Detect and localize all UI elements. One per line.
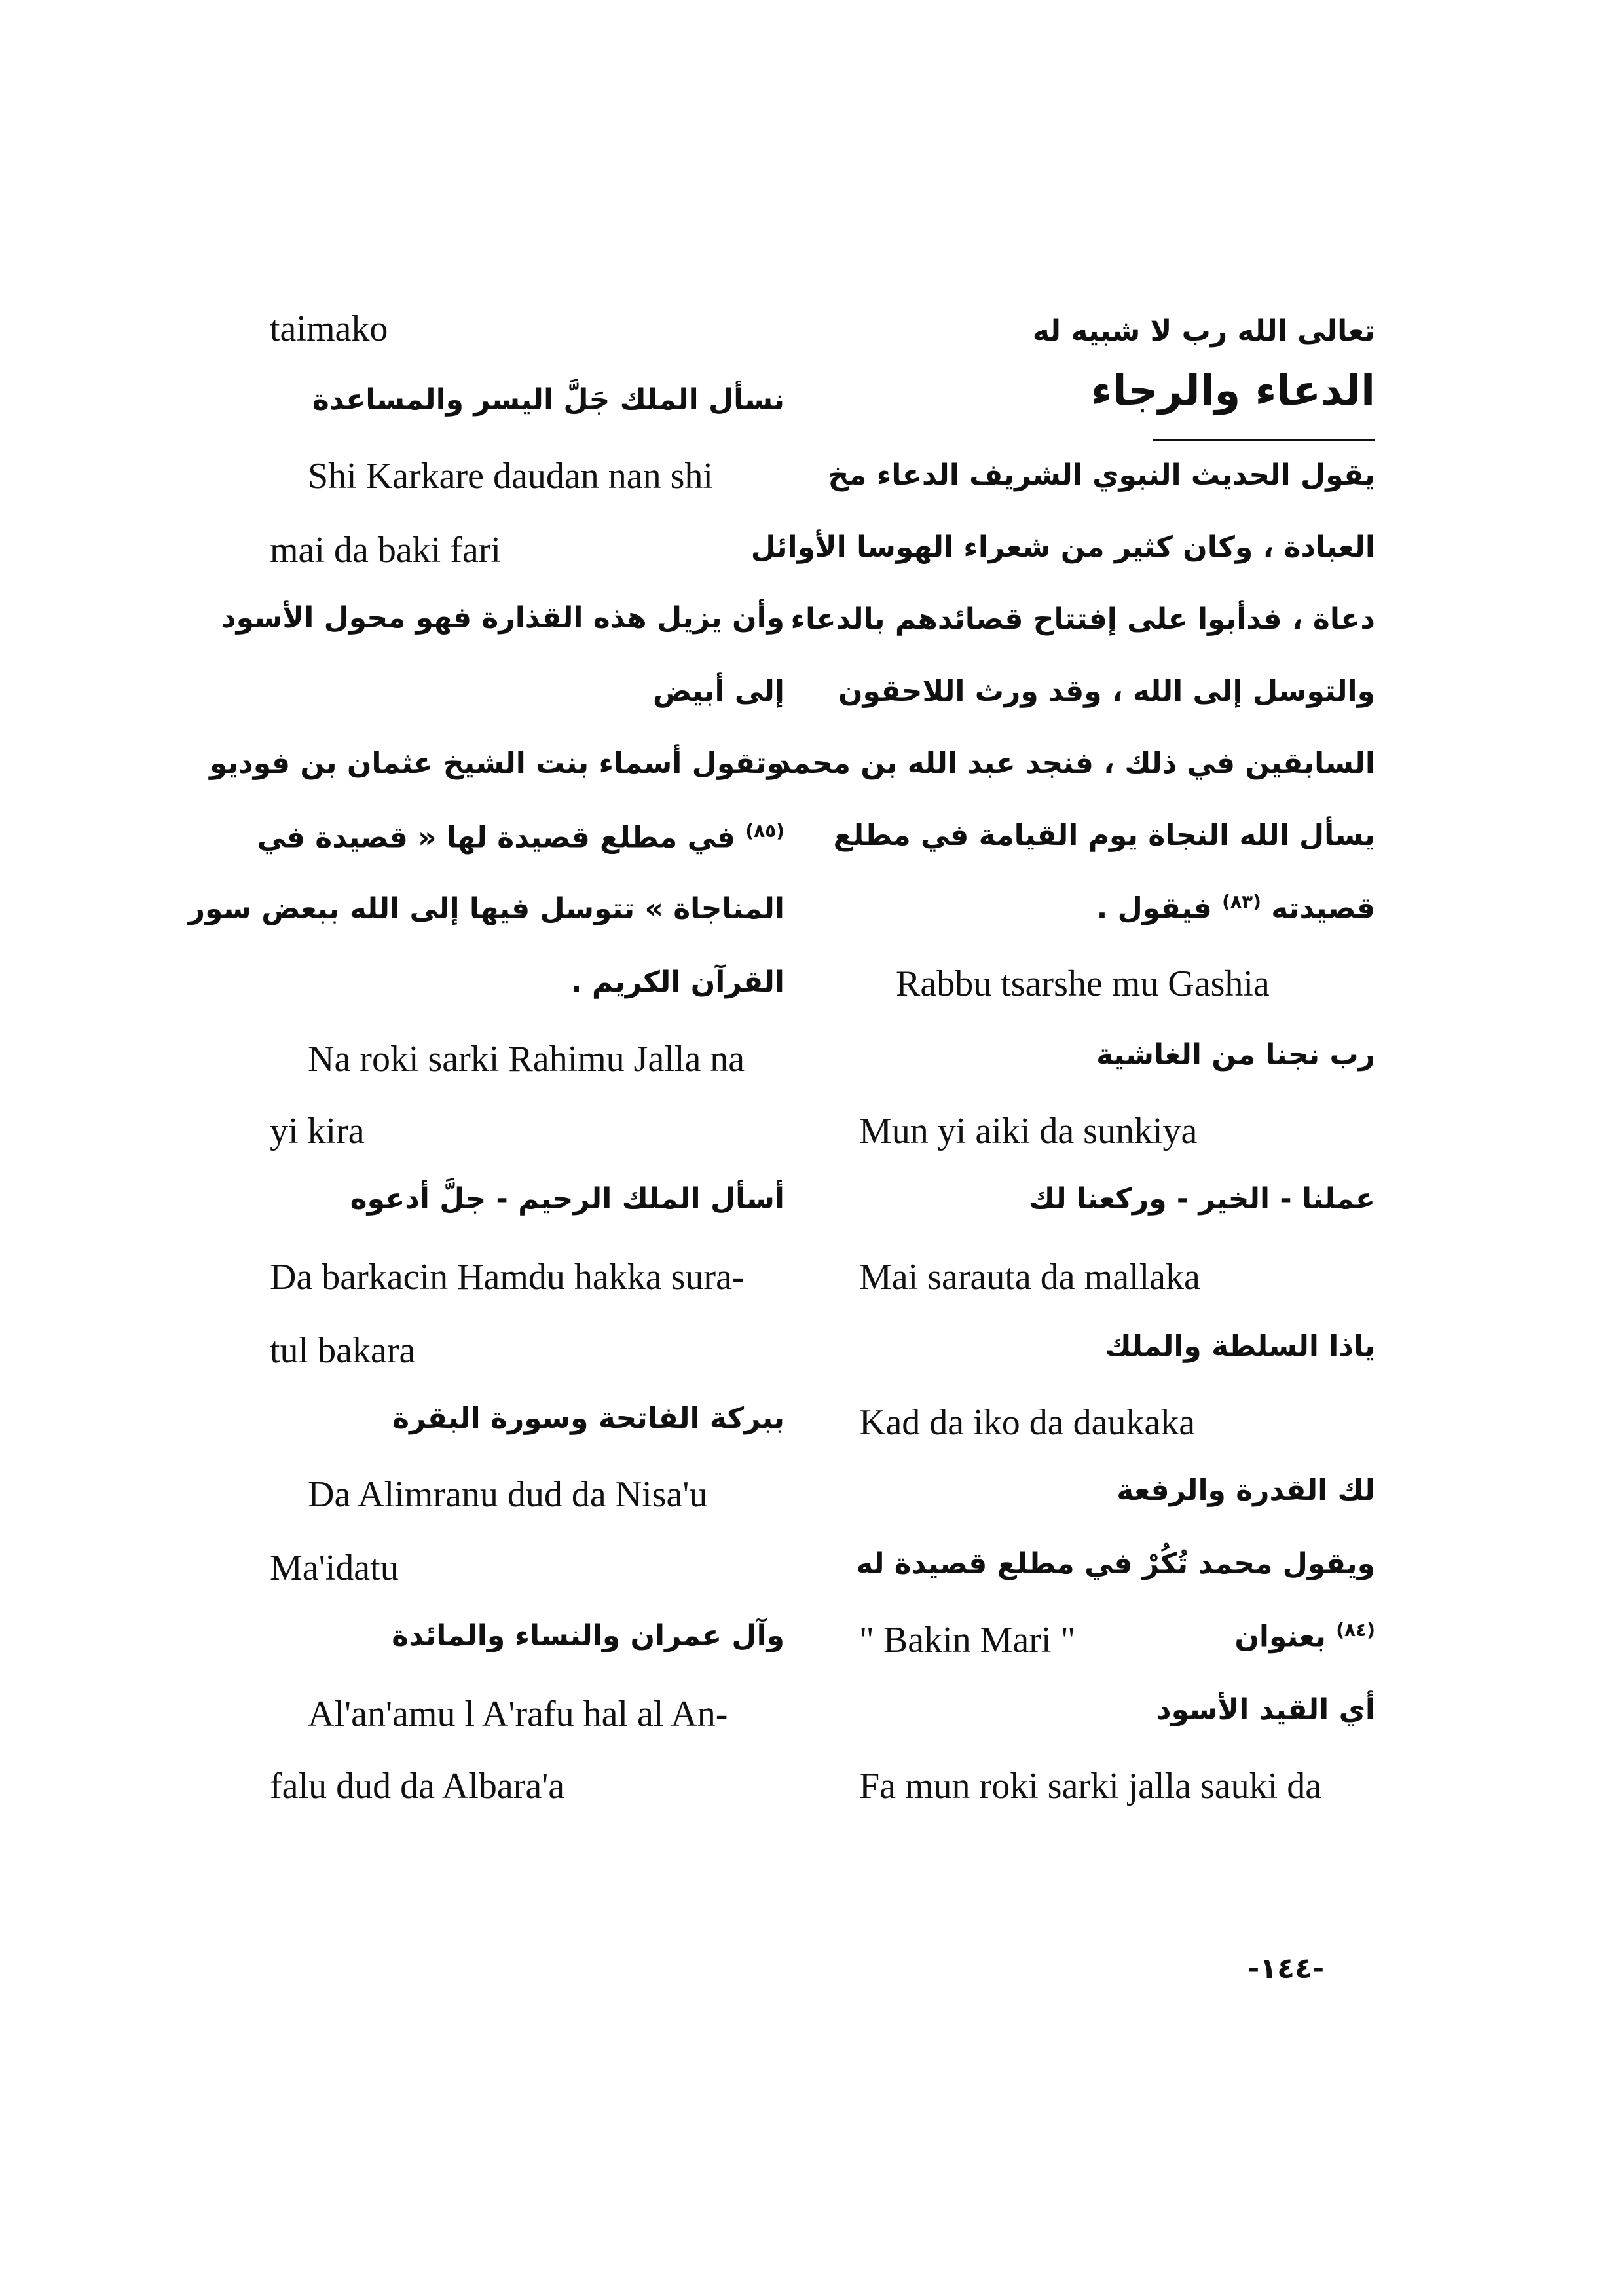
footnote-ref: (٨٣) bbox=[1222, 891, 1261, 912]
text-line: Ma'idatu bbox=[270, 1548, 399, 1588]
text-line: تعالى الله رب لا شبيه له bbox=[1032, 314, 1375, 348]
text-line: Kad da iko da daukaka bbox=[859, 1402, 1196, 1443]
text-line: Na roki sarki Rahimu Jalla na bbox=[308, 1039, 745, 1079]
text-line: رب نجنا من الغاشية bbox=[1096, 1038, 1375, 1072]
text-line: أسأل الملك الرحيم - جلَّ أدعوه bbox=[350, 1182, 784, 1216]
text-line: Da Alimranu dud da Nisa'u bbox=[308, 1474, 708, 1515]
text-line: ياذا السلطة والملك bbox=[1105, 1330, 1375, 1363]
text-span: بعنوان bbox=[1234, 1620, 1326, 1654]
text-line: Shi Karkare daudan nan shi bbox=[308, 456, 713, 496]
text-line: وتقول أسماء بنت الشيخ عثمان بن فوديو bbox=[210, 747, 784, 780]
text-line: taimako bbox=[270, 308, 388, 349]
text-line: ببركة الفاتحة وسورة البقرة bbox=[392, 1402, 784, 1435]
text-line: " Bakin Mari " bbox=[859, 1620, 1076, 1660]
page-number: -١٤٤- bbox=[1247, 1952, 1325, 1985]
text-line: العبادة ، وكان كثير من شعراء الهوسا الأوائل bbox=[750, 531, 1375, 564]
text-line: Fa mun roki sarki jalla sauki da bbox=[859, 1766, 1322, 1806]
text-line: لك القدرة والرفعة bbox=[1116, 1474, 1375, 1507]
text-line: دعاة ، فدأبوا على إفتتاح قصائدهم بالدعاء bbox=[790, 603, 1375, 636]
text-line: المناجاة » تتوسل فيها إلى الله ببعض سور bbox=[188, 892, 784, 925]
text-line: والتوسل إلى الله ، وقد ورث اللاحقون bbox=[838, 675, 1375, 708]
text-line bbox=[1234, 1619, 1375, 1654]
text-span: في مطلع قصيدة لها « قصيدة في bbox=[257, 821, 735, 855]
footnote-ref: (٨٤) bbox=[1336, 1619, 1375, 1641]
footnote-ref: (٨٥) bbox=[745, 820, 784, 842]
text-line: Mun yi aiki da sunkiya bbox=[859, 1111, 1198, 1151]
text-line: falu dud da Albara'a bbox=[270, 1766, 565, 1806]
text-line: وآل عمران والنساء والمائدة bbox=[392, 1619, 784, 1652]
text-line: عملنا - الخير - وركعنا لك bbox=[1029, 1182, 1375, 1216]
text-line bbox=[257, 820, 784, 855]
text-line: يسأل الله النجاة يوم القيامة في مطلع bbox=[833, 819, 1375, 852]
text-span: قصيدته bbox=[1271, 891, 1375, 925]
section-title: الدعاء والرجاء bbox=[1090, 367, 1375, 415]
text-line: mai da baki fari bbox=[270, 530, 501, 570]
text-line: وأن يزيل هذه القذارة فهو محول الأسود bbox=[221, 601, 784, 635]
text-line: أي القيد الأسود bbox=[1156, 1693, 1375, 1726]
text-line: Rabbu tsarshe mu Gashia bbox=[896, 963, 1270, 1004]
text-line: Al'an'amu l A'rafu hal al An- bbox=[308, 1694, 728, 1734]
text-line: يقول الحديث النبوي الشريف الدعاء مخ bbox=[828, 458, 1375, 492]
text-line: yi kira bbox=[270, 1111, 365, 1151]
text-line bbox=[1097, 891, 1375, 925]
text-line: Da barkacin Hamdu hakka sura- bbox=[270, 1257, 745, 1297]
text-line: نسأل الملك جَلَّ اليسر والمساعدة bbox=[312, 383, 784, 417]
text-line: ويقول محمد تُكُرْ في مطلع قصيدة له bbox=[856, 1547, 1375, 1580]
text-line: Mai sarauta da mallaka bbox=[859, 1257, 1200, 1297]
title-underline bbox=[1153, 439, 1375, 441]
text-line: tul bakara bbox=[270, 1330, 416, 1371]
text-line: إلى أبيض bbox=[652, 675, 784, 708]
text-line: القرآن الكريم . bbox=[570, 965, 784, 999]
text-line: السابقين في ذلك ، فنجد عبد الله بن محمد bbox=[776, 747, 1375, 780]
text-span: فيقول . bbox=[1096, 891, 1212, 925]
